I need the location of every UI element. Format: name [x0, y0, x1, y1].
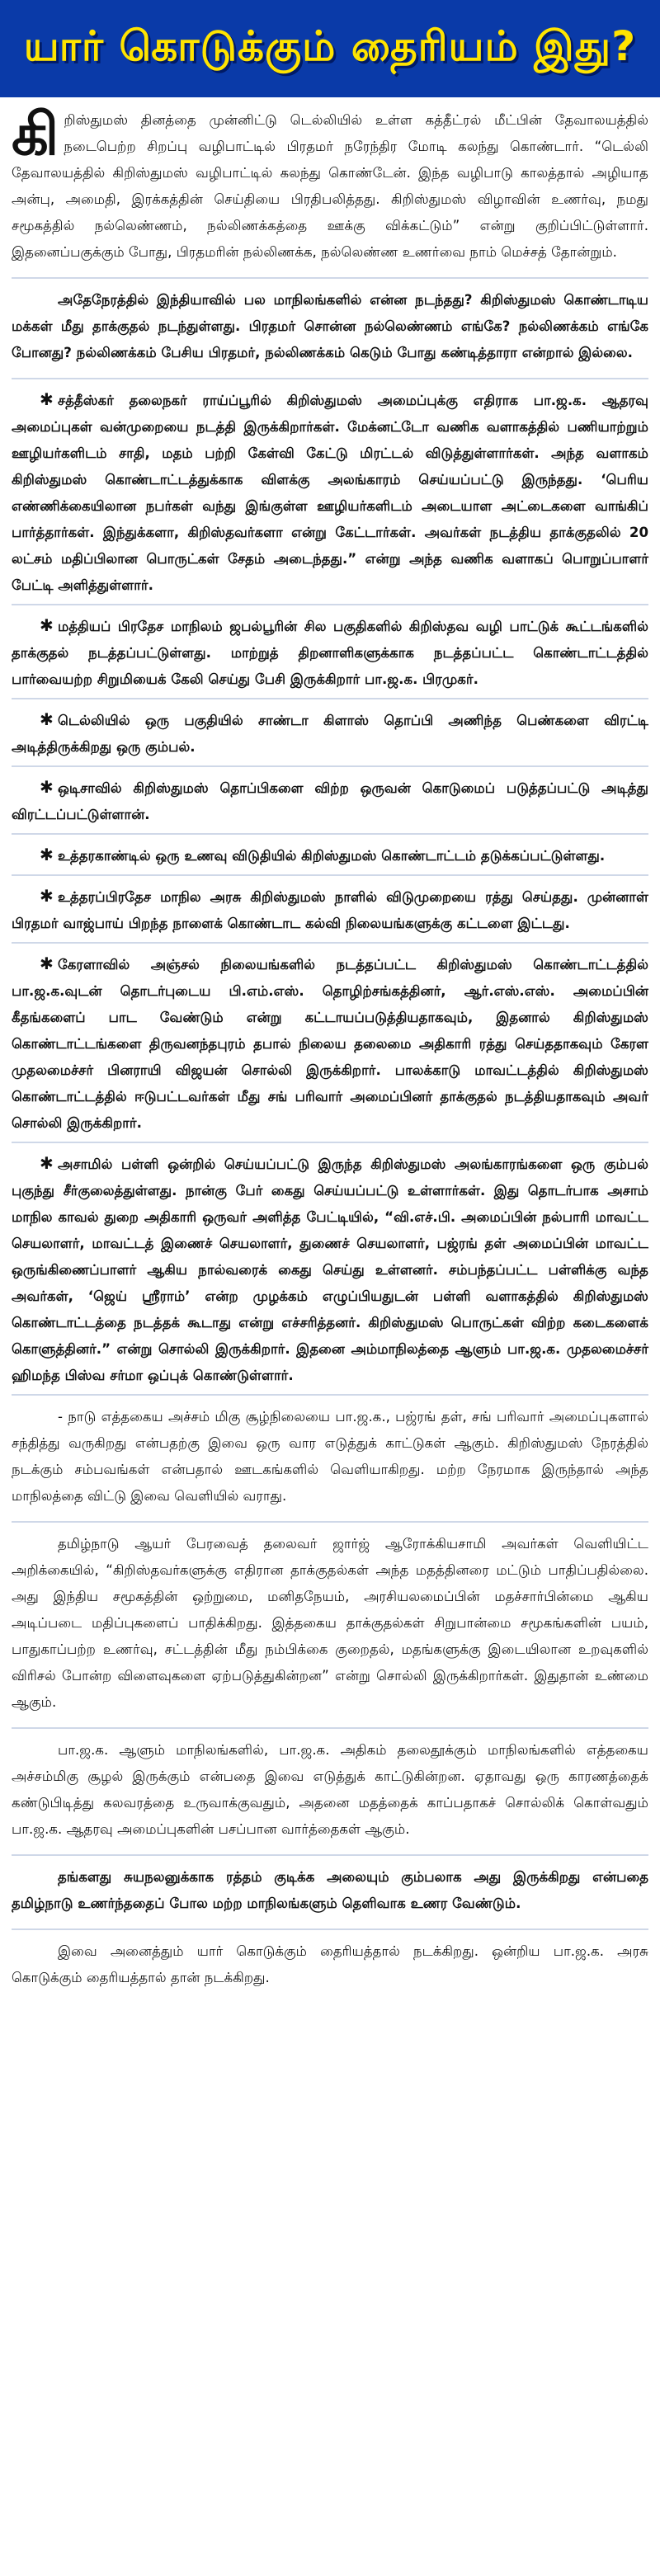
tn-paragraph: தமிழ்நாடு ஆயர் பேரவைத் தலைவர் ஜார்ஜ் ஆரோக்கியசாமி அவர்கள் வெளியிட்ட அறிக்கையில், “கிறிஸ்தவர்களுக்கு எதிரான தாக்குதல்கள் அந்த மதத்தினரை மட்டும் பாதிப்பதில்லை. அது இந்திய சமூகத்தின் ஒற்றுமை, மனிதநேயம், அரசியலமைப்பின் மதச்சார்பின்மை ஆகிய அடிப்படை மதிப்புகளைப் பாதிக்கிறது. இத்தகைய தாக்குதல்கள் சிறுபான்மை சமூகங்களின் பயம், பாதுகாப்பற்ற உணர்வு, சட்டத்தின் மீது நம்பிக்கை குறைதல், மதங்களுக்கு இடையிலான உறவுகளில் விரிசல் போன்ற விளைவுகளை ஏற்படுத்துகின்றன” என்று சொல்லி இருக்கிறார்கள். இதுதான் உண்மை ஆகும்.	[12, 1536, 648, 1710]
asterisk-icon: ✱	[40, 777, 54, 797]
bold-block	[12, 1864, 648, 1930]
asterisk-icon: ✱	[40, 954, 54, 973]
lead-paragraph: அதேநேரத்தில் இந்தியாவில் பல மாநிலங்களில் என்ன நடந்தது? கிறிஸ்துமஸ் கொண்டாடிய மக்கள் மீது தாக்குதல் நடந்துள்ளது. பிரதமர் சொன்ன நல்லெண்ணம் எங்கே? நல்லிணக்கம் எங்கே போனது? நல்லிணக்கம் பேசிய பிரதமர், நல்லிணக்கம் கெடும் போது கண்டித்தாரா என்றால் இல்லை.	[12, 292, 648, 360]
dash-paragraph: - நாடு எத்தகைய அச்சம் மிகு சூழ்நிலையை பா.ஜ.க., பஜ்ரங் தள், சங் பரிவார் அமைப்புகளால் சந்தித்து வருகிறது என்பதற்கு இவை ஒரு வார எடுத்துக் காட்டுகள் ஆகும். கிறிஸ்துமஸ் நேரத்தில் நடக்கும் சம்பவங்கள் என்பதால் ஊடகங்களில் வெளியாகிறது. மற்ற நேரமாக இருந்தால் அந்த மாநிலத்தை விட்டு இவை வெளியில் வராது.	[12, 1409, 648, 1504]
headline-banner	[0, 0, 660, 97]
list-item-text: கேரளாவில் அஞ்சல் நிலையங்களில் நடத்தப்பட்ட கிறிஸ்துமஸ் கொண்டாட்டத்தில் பா.ஜ.க.வுடன் தொடர்புடைய பி.எம்.எஸ். தொழிற்சங்கத்தினர், ஆர்.எஸ்.எஸ். அமைப்பின் கீதங்களைப் பாட வேண்டும் என்று கட்டாயப்படுத்தியதாகவும், இதனால் கிறிஸ்துமஸ் கொண்டாட்டங்களை திருவனந்தபுரம் தபால் நிலைய தலைமை அதிகாரி ரத்து செய்ததாகவும் கேரள முதலமைச்சர் பினராயி விஜயன் சொல்லி இருக்கிறார். பாலக்காடு மாவட்டத்தில் கிறிஸ்துமஸ் கொண்டாட்டத்தில் ஈடுபட்டவர்கள் மீது சங் பரிவார் அமைப்பினர் தாக்குதல் நடத்தியதாகவும் அவர் சொல்லி இருக்கிறார்.	[12, 957, 648, 1131]
bjp-block	[12, 1737, 648, 1856]
intro-paragraph	[12, 101, 648, 266]
asterisk-icon: ✱	[40, 845, 54, 864]
list-item	[12, 388, 648, 605]
list-item-text: உத்தரப்பிரதேச மாநில அரசு கிறிஸ்துமஸ் நாளில் விடுமுறையை ரத்து செய்தது. முன்னாள் பிரதமர் வாஜ்பாய் பிறந்த நாளைக் கொண்டாட கல்வி நிலையங்களுக்கு கட்டளை இட்டது.	[12, 889, 648, 931]
dash-block	[12, 1404, 648, 1523]
drop-cap: கி	[12, 101, 59, 168]
bjp-paragraph: பா.ஜ.க. ஆளும் மாநிலங்களில், பா.ஜ.க. அதிகம் தலைதூக்கும் மாநிலங்களில் எத்தகைய அச்சம்மிகு சூழல் இருக்கும் என்பதை இவை எடுத்துக் காட்டுகின்றன. ஏதாவது ஒரு காரணத்தைக் கண்டுபிடித்து கலவரத்தை உருவாக்குவதும், அதனை மதத்தைக் காப்பதாகச் சொல்லிக் கொள்வதும் பா.ஜ.க. ஆதரவு அமைப்புகளின் பசப்பான வார்த்தைகள் ஆகும்.	[12, 1742, 648, 1837]
list-item	[12, 708, 648, 767]
asterisk-icon: ✱	[40, 615, 54, 635]
asterisk-icon: ✱	[40, 389, 54, 409]
headline-title: யார் கொடுக்கும் தைரியம் இது?	[23, 21, 637, 70]
intro-block	[12, 101, 648, 279]
list-item-text: ஒடிசாவில் கிறிஸ்துமஸ் தொப்பிகளை விற்ற ஒருவன் கொடுமைப் படுத்தப்பட்டு அடித்து விரட்டப்பட்டுள்ளான்.	[12, 780, 648, 822]
lead-block	[12, 287, 648, 379]
final-paragraph: இவை அனைத்தும் யார் கொடுக்கும் தைரியத்தால் நடக்கிறது. ஒன்றிய பா.ஜ.க. அரசு கொடுக்கும் தைரியத்தால் தான் நடக்கிறது.	[12, 1943, 648, 1985]
list-item	[12, 952, 648, 1143]
list-item	[12, 843, 648, 876]
intro-text: றிஸ்துமஸ் தினத்தை முன்னிட்டு டெல்லியில் உள்ள கத்தீட்ரல் மீட்பின் தேவாலயத்தில் நடைபெற்ற சிறப்பு வழிபாட்டில் பிரதமர் நரேந்திர மோடி கலந்து கொண்டார். “டெல்லி தேவாலயத்தில் கிறிஸ்துமஸ் வழிபாட்டில் கலந்து கொண்டேன். இந்த வழிபாடு காலத்தால் அழியாத அன்பு, அமைதி, இரக்கத்தின் செய்தியை பிரதிபலித்தது. கிறிஸ்துமஸ் விழாவின் உணர்வு, நமது சமூகத்தில் நல்லெண்ணம், நல்லிணக்கத்தை ஊக்கு விக்கட்டும்” என்று குறிப்பிட்டுள்ளார். இதனைப்பகுக்கும் போது, பிரதமரின் நல்லிணக்க, நல்லெண்ண உணர்வை நாம் மெச்சத் தோன்றும்.	[12, 112, 648, 260]
tn-block	[12, 1531, 648, 1729]
list-item-text: டெல்லியில் ஒரு பகுதியில் சாண்டா கிளாஸ் தொப்பி அணிந்த பெண்களை விரட்டி அடித்திருக்கிறது ஒரு கும்பல்.	[12, 713, 648, 755]
bold-paragraph: தங்களது சுயநலனுக்காக ரத்தம் குடிக்க அலையும் கும்பலாக அது இருக்கிறது என்பதை தமிழ்நாடு உணர்ந்ததைப் போல மற்ற மாநிலங்களும் தெளிவாக உணர வேண்டும்.	[12, 1869, 648, 1911]
list-item	[12, 614, 648, 699]
list-item	[12, 884, 648, 944]
list-item	[12, 1151, 648, 1396]
asterisk-icon: ✱	[40, 886, 54, 906]
list-item-text: மத்தியப் பிரதேச மாநிலம் ஜபல்பூரின் சில பகுதிகளில் கிறிஸ்தவ வழி பாட்டுக் கூட்டங்களில் தாக்குதல் நடத்தப்பட்டுள்ளது. மாற்றுத் திறனாளிகளுக்காக நடத்தப்பட்ட கொண்டாட்டத்தில் பார்வையற்ற சிறுமியைக் கேலி செய்து பேசி இருக்கிறார் பா.ஜ.க. பிரமுகர்.	[12, 619, 648, 687]
asterisk-icon: ✱	[40, 1153, 54, 1173]
list-item-text: சத்தீஸ்கர் தலைநகர் ராய்ப்பூரில் கிறிஸ்துமஸ் அமைப்புக்கு எதிராக பா.ஜ.க. ஆதரவு அமைப்புகள் வன்முறையை நடத்தி இருக்கிறார்கள். மேக்னட்டோ வணிக வளாகத்தில் பணியாற்றும் ஊழியர்களிடம் சாதி, மதம் பற்றி கேள்வி கேட்டு மிரட்டல் விடுத்துள்ளார்கள். அந்த வளாகம் கிறிஸ்துமஸ் கொண்டாட்டத்துக்காக விளக்கு அலங்காரம் செய்யப்பட்டு இருந்தது. ‘பெரிய எண்ணிக்கையிலான நபர்கள் வந்து இங்குள்ள ஊழியர்களிடம் அடையாள அட்டைகளை வாங்கிப் பார்த்தார்கள். இந்துக்களா, கிறிஸ்தவர்களா என்று கேட்டார்கள். அவர்கள் நடத்திய தாக்குதலில் 20 லட்சம் மதிப்பிலான பொருட்கள் சேதம் அடைந்தது.” என்று அந்த வணிக வளாகப் பொறுப்பாளர் பேட்டி அளித்துள்ளார்.	[12, 393, 648, 593]
list-item-text: அசாமில் பள்ளி ஒன்றில் செய்யப்பட்டு இருந்த கிறிஸ்துமஸ் அலங்காரங்களை ஒரு கும்பல் புகுந்து சீர்குலைத்துள்ளது. நான்கு பேர் கைது செய்யப்பட்டு உள்ளார்கள். இது தொடர்பாக அசாம் மாநில காவல் துறை அதிகாரி ஒருவர் அளித்த பேட்டியில், “வி.எச்.பி. அமைப்பின் நல்பாரி மாவட்ட செயலாளர், மாவட்டத் இணைச் செயலாளர், துணைச் செயலாளர், பஜ்ரங் தள் அமைப்பின் மாவட்ட ஒருங்கிணைப்பாளர் ஆகிய நால்வரைக் கைது செய்து உள்ளனர். சம்பந்தப்பட்ட பள்ளிக்கு வந்த அவர்கள், ‘ஜெய் ஸ்ரீராம்’ என்ற முழக்கம் எழுப்பியதுடன் பள்ளி வளாகத்தில் கிறிஸ்துமஸ் கொண்டாட்டத்தை நடத்தக் கூடாது என்று எச்சரித்தனர். கிறிஸ்துமஸ் பொருட்கள் விற்ற கடைகளைக் கொளுத்தினர்.” என்று சொல்லி இருக்கிறார். இதனை அம்மாநிலத்தை ஆளும் பா.ஜ.க. முதலமைச்சர் ஹிமந்த பிஸ்வ சர்மா ஒப்புக் கொண்டுள்ளார்.	[12, 1156, 648, 1383]
final-block	[12, 1938, 648, 1991]
article-body	[0, 97, 660, 1991]
list-item	[12, 775, 648, 835]
list-item-text: உத்தரகாண்டில் ஒரு உணவு விடுதியில் கிறிஸ்துமஸ் கொண்டாட்டம் தடுக்கப்பட்டுள்ளது.	[58, 848, 606, 864]
asterisk-icon: ✱	[40, 709, 54, 729]
